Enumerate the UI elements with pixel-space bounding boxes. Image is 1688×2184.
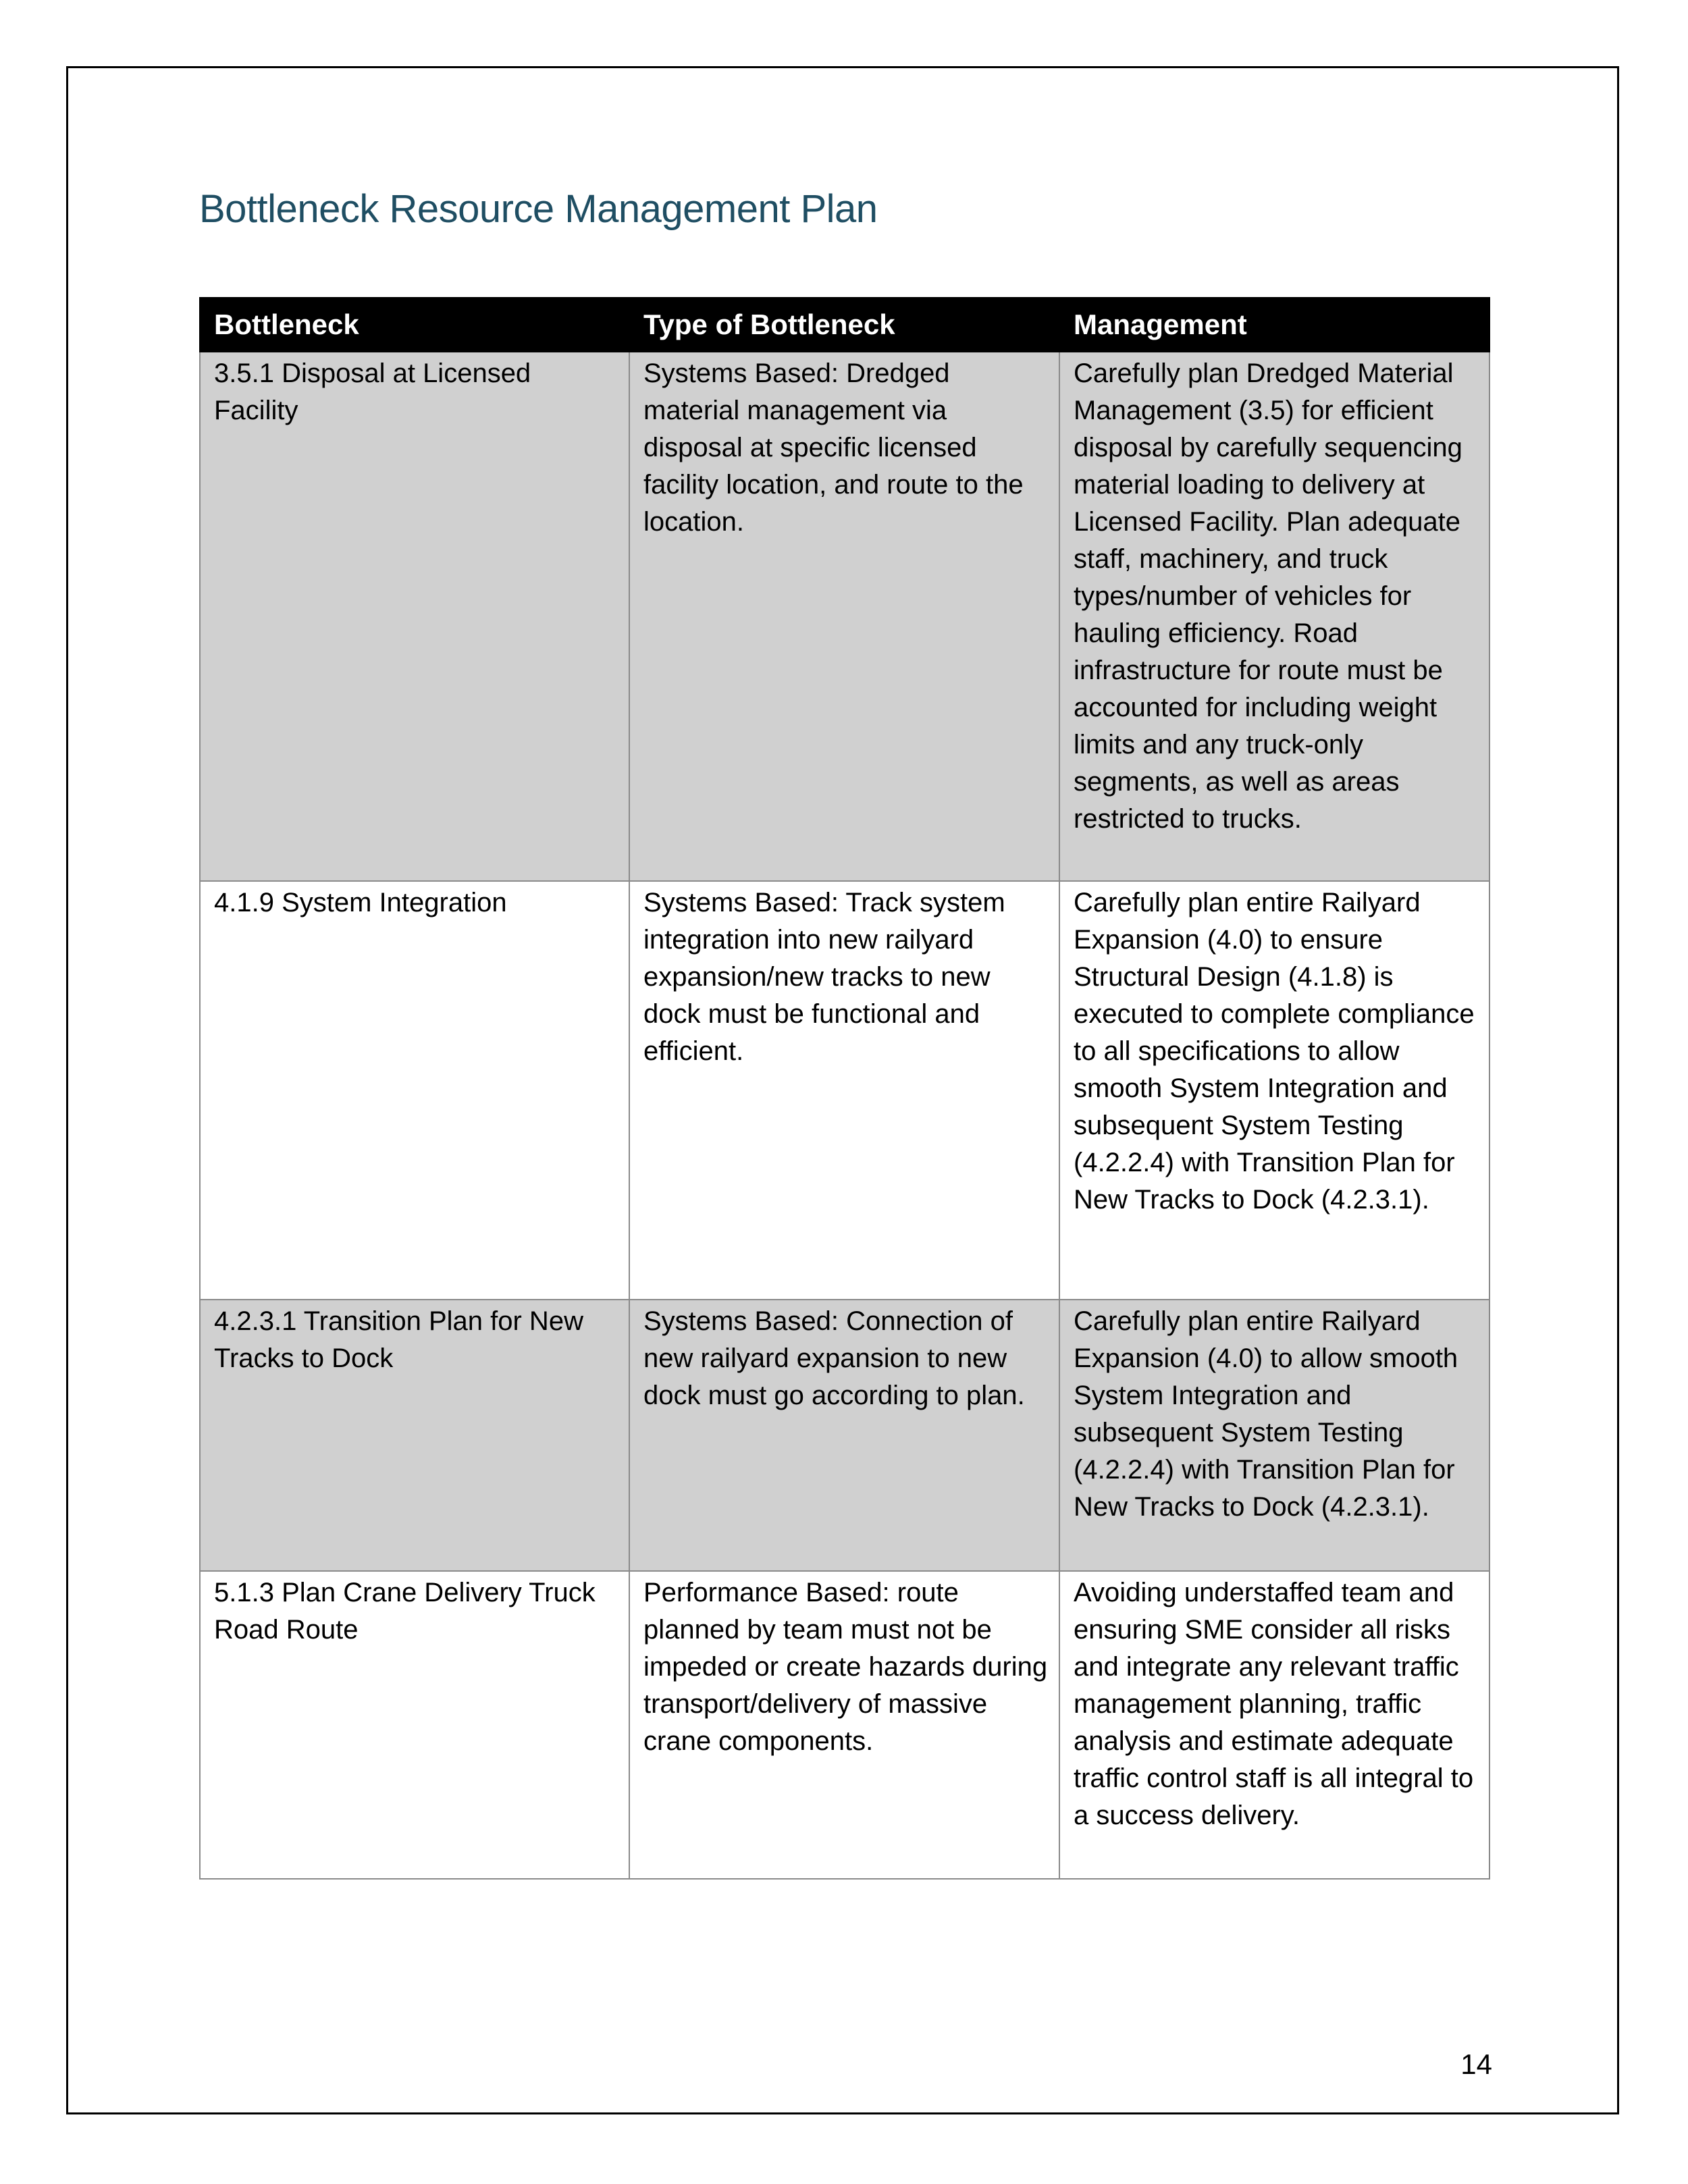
page-number: 14: [1460, 2048, 1492, 2080]
cell-type: Performance Based: route planned by team must not be impeded or create hazards during transport/delivery of massive crane components.: [629, 1571, 1059, 1879]
cell-management: Avoiding understaffed team and ensuring SME consider all risks and integrate any relevant traffic management planning, traffic analysis and estimate adequate traffic control staff is all integral to a success delivery.: [1059, 1571, 1489, 1879]
header-type-of-bottleneck: Type of Bottleneck: [629, 298, 1059, 352]
cell-type: Systems Based: Dredged material management via disposal at specific licensed facility location, and route to the location.: [629, 352, 1059, 881]
bottleneck-table: [199, 297, 1490, 1880]
cell-bottleneck: 5.1.3 Plan Crane Delivery Truck Road Route: [200, 1571, 629, 1879]
cell-type: Systems Based: Track system integration into new railyard expansion/new tracks to new dock must be functional and efficient.: [629, 881, 1059, 1300]
header-management: Management: [1059, 298, 1489, 352]
cell-management: Carefully plan entire Railyard Expansion (4.0) to allow smooth System Integration and subsequent System Testing (4.2.2.4) with Transition Plan for New Tracks to Dock (4.2.3.1).: [1059, 1300, 1489, 1571]
cell-bottleneck: 3.5.1 Disposal at Licensed Facility: [200, 352, 629, 881]
page-title: Bottleneck Resource Management Plan: [199, 187, 878, 231]
cell-bottleneck: 4.2.3.1 Transition Plan for New Tracks to Dock: [200, 1300, 629, 1571]
cell-bottleneck: 4.1.9 System Integration: [200, 881, 629, 1300]
table-row: [200, 881, 1489, 1300]
table-row: [200, 1300, 1489, 1571]
cell-type: Systems Based: Connection of new railyard expansion to new dock must go according to plan.: [629, 1300, 1059, 1571]
table-header-row: [200, 298, 1489, 352]
table-row: [200, 352, 1489, 881]
cell-management: Carefully plan entire Railyard Expansion (4.0) to ensure Structural Design (4.1.8) is executed to complete compliance to all specifications to allow smooth System Integration and subsequent System Testing (4.2.2.4) with Transition Plan for New Tracks to Dock (4.2.3.1).: [1059, 881, 1489, 1300]
table-row: [200, 1571, 1489, 1879]
cell-management: Carefully plan Dredged Material Management (3.5) for efficient disposal by carefully sequencing material loading to delivery at Licensed Facility. Plan adequate staff, machinery, and truck types/number of vehicles for hauling efficiency. Road infrastructure for route must be accounted for including weight limits and any truck-only segments, as well as areas restricted to trucks.: [1059, 352, 1489, 881]
header-bottleneck: Bottleneck: [200, 298, 629, 352]
